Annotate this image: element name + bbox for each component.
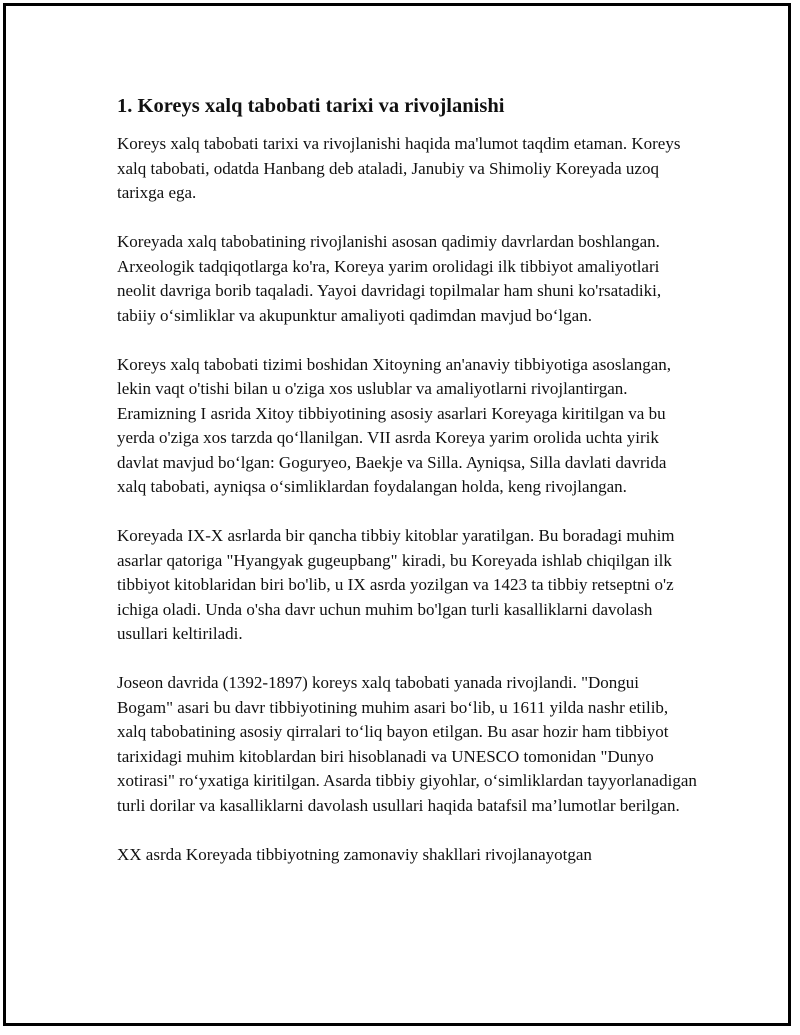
paragraph-intro: Koreys xalq tabobati tarixi va rivojlanishi haqida ma'lumot taqdim etaman. Koreys xalq tabobati, odatda Hanbang deb ataladi, Janubiy va Shimoliy Koreyada uzoq tarixga ega. <box>117 134 681 202</box>
paragraph-origins: Koreyada xalq tabobatining rivojlanishi asosan qadimiy davrlardan boshlangan. Arxeologik tadqiqotlarga ko'ra, Koreya yarim orolidagi ilk tibbiyot amaliyotlari neolit davriga borib taqaladi. Yayoi davridagi topilmalar ham shuni ko'rsatadiki, tabiiy o‘simliklar va akupunktur amaliyoti qadimdan mavjud bo‘lgan. <box>117 232 662 325</box>
paragraph-chinese-influence: Koreys xalq tabobati tizimi boshidan Xitoyning an'anaviy tibbiyotiga asoslangan, lekin vaqt o'tishi bilan u o'ziga xos uslublar va amaliyotlarni rivojlantirgan. Eramizning I asrida Xitoy tibbiyotining asosiy asarlari Koreyaga kiritilgan va bu yerda o'ziga xos tarzda qo‘llanilgan. VII asrda Koreya yarim orolida uchta yirik davlat mavjud bo‘lgan: Goguryeo, Baekje va Silla. Ayniqsa, Silla davlati davrida xalq tabobati, ayniqsa o‘simliklardan foydalangan holda, keng rivojlangan. <box>117 354 672 496</box>
paragraph-joseon: Joseon davrida (1392-1897) koreys xalq tabobati yanada rivojlandi. "Dongui Bogam" asari bu davr tibbiyotining muhim asari bo‘lib, u 1611 yilda nashr etilib, xalq tabobatining asosiy qirralari to‘liq bayon etilgan. Bu asar hozir ham tibbiyot tarixidagi muhim kitoblardan biri hisoblanadi va UNESCO tomonidan "Dunyo xotirasi" ro‘yxatiga kiritilgan. Asarda tibbiy giyohlar, o‘simliklardan tayyorlanadigan turli dorilar va kasalliklarni davolash usullari haqida batafsil ma’lumotlar berilgan. <box>117 673 697 815</box>
document-body <box>117 92 697 892</box>
paragraph-medical-books: Koreyada IX-X asrlarda bir qancha tibbiy kitoblar yaratilgan. Bu boradagi muhim asarlar qatoriga "Hyangyak gugeupbang" kiradi, bu Koreyada ishlab chiqilgan ilk tibbiyot kitoblaridan biri bo'lib, u IX asrda yozilgan va 1423 ta tibbiy retseptni o'z ichiga oladi. Unda o'sha davr uchun muhim bo'lgan turli kasalliklarni davolash usullari keltiriladi. <box>117 526 675 643</box>
paragraph-twentieth-century: XX asrda Koreyada tibbiyotning zamonaviy shakllari rivojlanayotgan <box>117 844 592 864</box>
section-heading: 1. Koreys xalq tabobati tarixi va rivojlanishi <box>117 95 505 117</box>
